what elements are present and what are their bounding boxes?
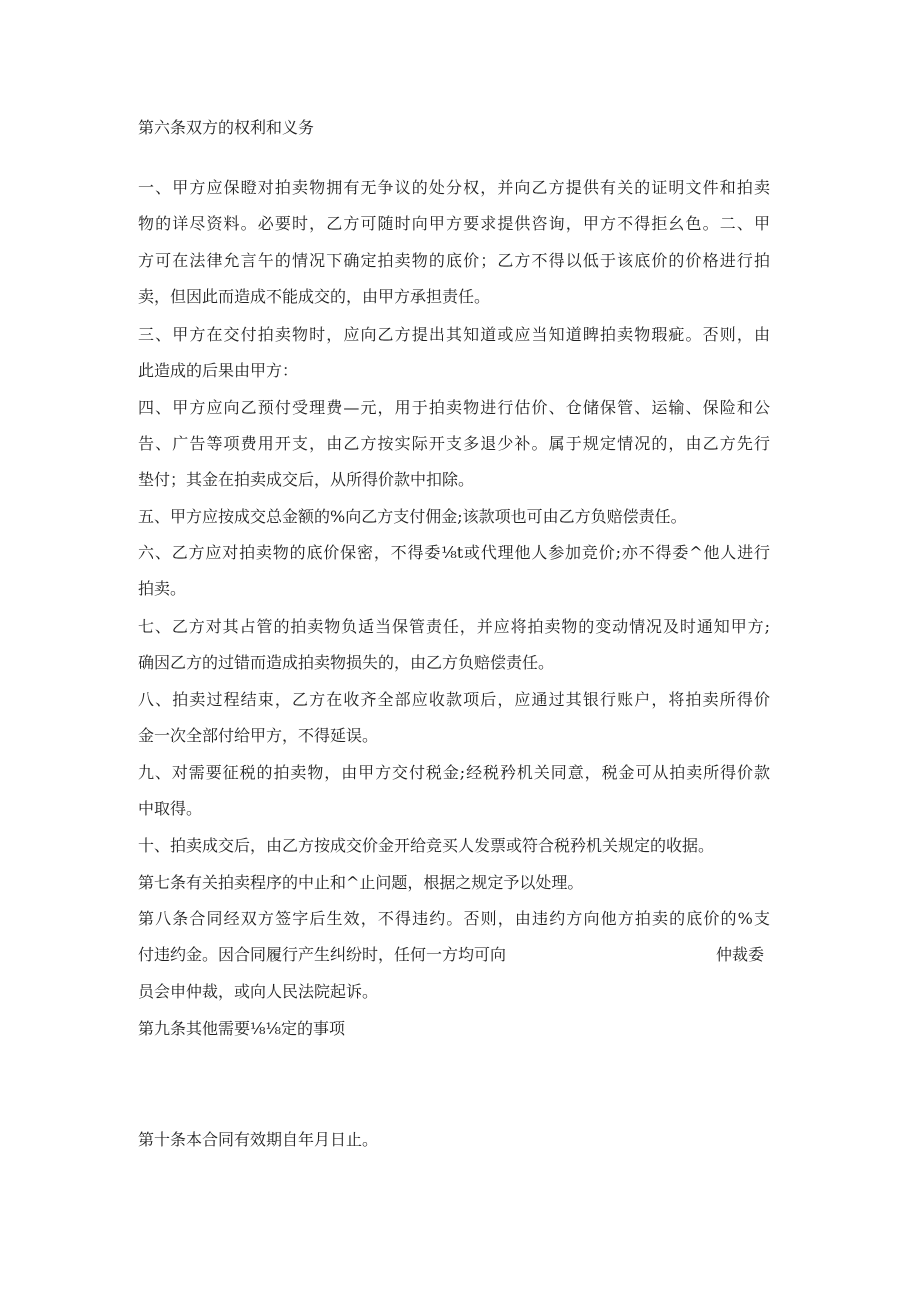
- article-6-clause-6-line-2: 拍卖。: [138, 579, 187, 598]
- article-9: 第九条其他需要⅛⅛定的事项: [138, 1019, 346, 1038]
- article-6-clause-2-line-1: 方可在法律允言午的情况下确定拍卖物的底价；乙方不得以低于该底价的价格进行拍: [138, 251, 770, 270]
- article-6-clause-8-line-1: 八、拍卖过程结束，乙方在收齐全部应收款项后，应通过其银行账户，将拍卖所得价: [138, 690, 770, 709]
- article-6-heading: 第六条双方的权利和义务: [138, 118, 315, 137]
- article-8-line-2-end: 仲裁委: [716, 945, 765, 964]
- article-6-clause-9-line-2: 中取得。: [138, 799, 203, 818]
- article-6-clause-7-line-2: 确因乙方的过错而造成拍卖物损失的，由乙方负赔偿责任。: [138, 653, 555, 672]
- article-7: 第七条有关拍卖程序的中止和^止问题，根据之规定予以处理。: [138, 873, 584, 892]
- article-6-clause-8-line-2: 金一次全部付给甲方，不得延误。: [138, 726, 379, 745]
- article-6-clause-7-line-1: 七、乙方对其占管的拍卖物负适当保管责任，并应将拍卖物的变动情况及时通知甲方;: [138, 617, 770, 636]
- article-6-clause-6-line-1: 六、乙方应对拍卖物的底价保密，不得委⅛t或代理他人参加竞价;亦不得委^他人进行: [138, 543, 770, 562]
- article-6-clause-4-line-2: 告、广告等项费用开支，由乙方按实际开支多退少补。属于规定情况的，由乙方先行: [138, 434, 770, 453]
- article-6-clause-1-line-1: 一、甲方应保瞪对拍卖物拥有无争议的处分权，并向乙方提供有关的证明文件和拍卖: [138, 178, 770, 197]
- article-6-clause-4-line-3: 垫付；其金在拍卖成交后，从所得价款中扣除。: [138, 470, 475, 489]
- article-6-clause-9-line-1: 九、对需要征税的拍卖物，由甲方交付税金;经税矜机关同意，税金可从拍卖所得价款: [138, 763, 770, 782]
- article-6-clause-10: 十、拍卖成交后，由乙方按成交价金开给竞买人发票或符合税矜机关规定的收据。: [138, 836, 715, 855]
- article-6-clause-5: 五、甲方应按成交总金额的%向乙方支付佣金;该款项也可由乙方负赔偿责任。: [138, 507, 687, 526]
- article-6-clause-3-line-1: 三、甲方在交付拍卖物时，应向乙方提出其知道或应当知道睥拍卖物瑕疵。否则，由: [138, 325, 770, 344]
- article-8-line-2-start: 付违约金。因合同履行产生纠纷时，任何一方均可向: [138, 945, 507, 964]
- article-6-clause-1-line-2: 物的详尽资料。必要时，乙方可随时向甲方要求提供咨询，甲方不得拒幺色。二、甲: [138, 214, 770, 233]
- article-8-line-1: 第八条合同经双方签字后生效，不得违约。否则，由违约方向他方拍卖的底价的%支: [138, 909, 770, 928]
- article-10: 第十条本合同有效期自年月日止。: [138, 1130, 379, 1149]
- article-6-clause-2-line-2: 卖，但因此而造成不能成交的，由甲方承担责任。: [138, 287, 491, 306]
- article-6-clause-3-line-2: 此造成的后果由甲方：: [138, 361, 299, 380]
- article-6-clause-4-line-1: 四、甲方应向乙预付受理费—元，用于拍卖物进行估价、仓储保管、运输、保险和公: [138, 398, 770, 417]
- article-8-line-3: 员会申仲裁，或向人民法院起诉。: [138, 982, 379, 1001]
